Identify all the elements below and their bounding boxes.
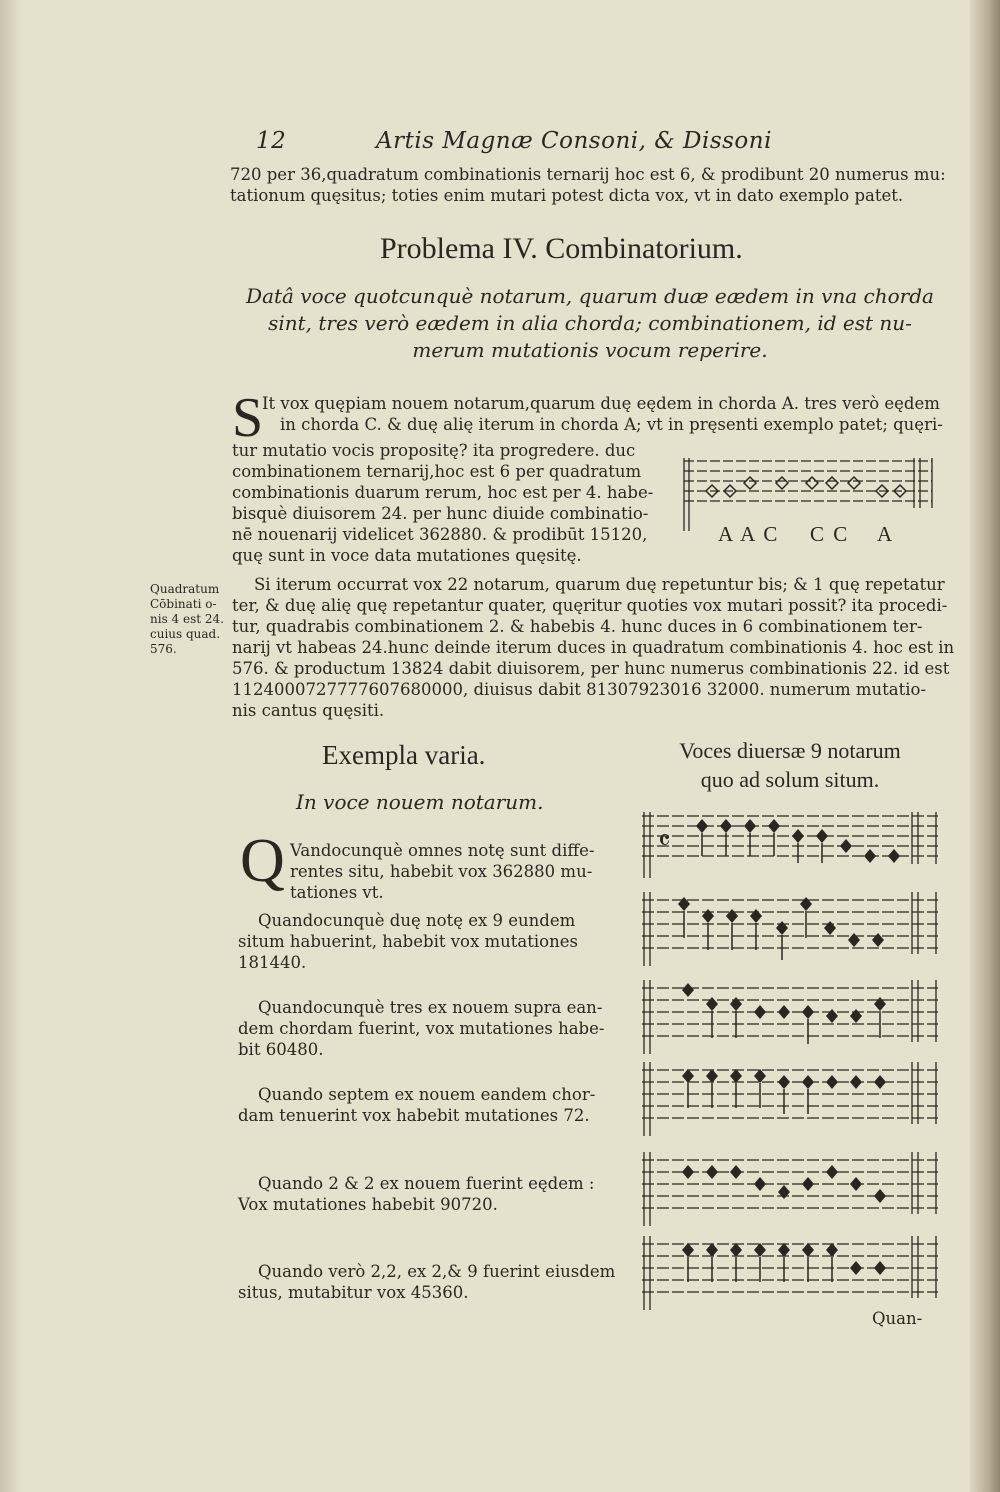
problem-statement: Datâ voce quotcunquè notarum, quarum duæ eædem in vna chorda sint, tres verò eædem in alia chorda; combinationem, id est nu- merum mutationis vocum reperire. bbox=[246, 284, 934, 362]
voices-title: Voces diuersæ 9 notarum quo ad solum situm. bbox=[679, 738, 901, 792]
music-staff-problem bbox=[676, 453, 940, 533]
catchword: Quan- bbox=[872, 1309, 923, 1328]
dropcap-s: S bbox=[232, 387, 264, 449]
example-5: Quando 2 & 2 ex nouem fuerint eędem : Vox mutationes habebit 90720. bbox=[238, 1174, 595, 1214]
example-1: Vandocunquè omnes notę sunt diffe- rentes situ, habebit vox 362880 mu- tationes vt. bbox=[290, 841, 595, 902]
paragraph-1-rest: tur mutatio vocis propositę? ita progredere. duc combinationem ternarij,hoc est 6 per quadratum combinationis duarum rerum, hoc est per 4. habe- bisquè diuisorem 24. per hunc diuide combinatio- nē nouenarij videlicet 362880. & prodibūt 15120, quę sunt in voce data mutationes quęsitę. bbox=[232, 441, 654, 565]
music-staff-voice-3 bbox=[636, 976, 944, 1056]
music-staff-voice-4 bbox=[636, 1058, 944, 1138]
dropcap-q: Q bbox=[240, 827, 285, 895]
continuation-text: 720 per 36,quadratum combinationis ternarij hoc est 6, & prodibunt 20 numerus mu: tationum quęsitus; toties enim mutari potest dicta vox, vt in dato exemplo patet. bbox=[230, 165, 946, 205]
example-2: Quandocunquè duę notę ex 9 eundem situm habuerint, habebit vox mutationes 181440. bbox=[238, 911, 578, 972]
music-staff-voice-5 bbox=[636, 1148, 944, 1228]
example-3: Quandocunquè tres ex nouem supra ean- dem chordam fuerint, vox mutationes habe- bit 60480. bbox=[238, 998, 605, 1059]
running-title: Artis Magnæ Consoni, & Dissoni bbox=[376, 128, 772, 154]
running-head bbox=[256, 128, 772, 154]
staff-label-a: A bbox=[877, 522, 895, 546]
page-gutter-shadow bbox=[0, 0, 22, 1492]
problem-title: Problema IV. Combinatorium. bbox=[380, 232, 743, 265]
margin-note: Quadratum Cōbinati o- nis 4 est 24. cuius quad. 576. bbox=[150, 582, 224, 656]
music-staff-voice-6 bbox=[636, 1232, 944, 1312]
staff-label-cc: C C bbox=[810, 522, 850, 546]
paragraph-2: Si iterum occurrat vox 22 notarum, quarum duę repetuntur bis; & 1 quę repetatur ter, & duę alię quę repetantur quater, quęritur quoties vox mutari possit? ita procedi- tur, quadrabis combinationem 2. & habebis 4. hunc duces in 6 combinationem ter- narij vt habeas 24.hunc deinde iterum duces in quadratum combinationis 4. hoc est in 576. & productum 13824 dabit diuisorem, per hunc numerus combinationis 22. id est 1124000727777607680000, diuisus dabit 81307923016 32000. numerum mutatio- nis cantus quęsiti. bbox=[232, 575, 955, 720]
svg-text:𝄴: 𝄴 bbox=[658, 824, 671, 857]
example-4: Quando septem ex nouem eandem chor- dam tenuerint vox habebit mutationes 72. bbox=[238, 1085, 596, 1125]
examples-title: Exempla varia. bbox=[322, 740, 486, 770]
paragraph-1-lead: It vox quępiam nouem notarum,quarum duę eędem in chorda A. tres verò eędem in chorda C. & duę alię iterum in chorda A; vt in pręsenti exemplo patet; quęri- bbox=[262, 394, 943, 434]
book-edge bbox=[970, 0, 1000, 1492]
example-6: Quando verò 2,2, ex 2,& 9 fuerint eiusdem situs, mutabitur vox 45360. bbox=[238, 1262, 616, 1302]
music-staff-voice-1 bbox=[636, 808, 944, 880]
page-number: 12 bbox=[256, 128, 287, 154]
music-staff-voice-2 bbox=[636, 888, 944, 968]
examples-subtitle: In voce nouem notarum. bbox=[296, 790, 544, 814]
staff-label-aac: A A C bbox=[718, 522, 780, 546]
